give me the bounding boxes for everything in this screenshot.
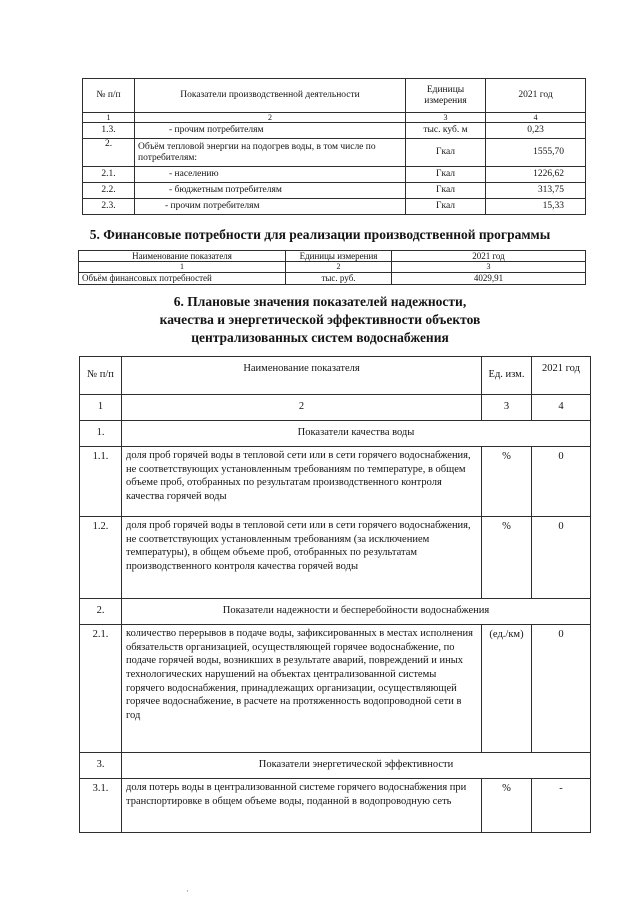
row-value: 313,75 — [486, 183, 586, 199]
row-name: Объём финансовых потребностей — [79, 272, 286, 284]
row-unit: (ед./км) — [482, 625, 532, 753]
table-row — [80, 517, 591, 599]
section6-title-line-1: 6. Плановые значения показателей надежности, — [173, 294, 467, 309]
header-indicator: Показатели производственной деятельности — [135, 79, 406, 113]
table-row — [83, 123, 586, 139]
table-row — [83, 199, 586, 215]
row-text: доля потерь воды в централизованной системе горячего водоснабжения при транспортировке в общем объеме воды, поданной в водопроводную сеть — [122, 779, 482, 833]
table-row — [80, 447, 591, 517]
row-unit: Гкал — [406, 199, 486, 215]
header-year: 2021 год — [486, 79, 586, 113]
row-name: - бюджетным потребителям — [135, 183, 406, 199]
row-text: количество перерывов в подаче воды, зафиксированных в местах исполнения обязательств организацией, осуществляющей горячее водоснабжение, по подаче горячей воды, возникших в результате аварий, повреждений и иных технологических нарушений на объектах централизованной системы горячего водоснабжения, принадлежащих организации, осуществляющей горячее водоснабжение, в расчете на протяженность водопроводной сети в год — [122, 625, 482, 753]
table-row — [79, 272, 586, 284]
header-indicator: Наименование показателя — [79, 251, 286, 262]
row-unit: % — [482, 447, 532, 517]
table-row — [83, 139, 586, 167]
row-num: 2.1. — [80, 625, 122, 753]
section-title: Показатели качества воды — [122, 421, 591, 447]
index-cell: 1 — [80, 395, 122, 421]
section-title: Показатели энергетической эффективности — [122, 753, 591, 779]
section-header-row — [80, 421, 591, 447]
header-year: 2021 год — [532, 357, 591, 395]
row-text: доля проб горячей воды в тепловой сети или в сети горячего водоснабжения, не соответствующих установленным требованиям (за исключением температуры), в общем объеме проб, отобранных по результатам производственного контроля качества горячей воды — [122, 517, 482, 599]
row-name: - прочим потребителям — [135, 123, 406, 139]
table-row — [80, 779, 591, 833]
index-cell: 3 — [392, 262, 586, 272]
header-unit: Единицы измерения — [406, 79, 486, 113]
production-indicators-table — [82, 78, 586, 215]
row-name: - прочим потребителям — [135, 199, 406, 215]
header-unit: Ед. изм. — [482, 357, 532, 395]
section-num: 2. — [80, 599, 122, 625]
row-unit: тыс. руб. — [286, 272, 392, 284]
row-value: 4029,91 — [392, 272, 586, 284]
index-cell: 3 — [406, 113, 486, 123]
section-title: Показатели надежности и бесперебойности водоснабжения — [122, 599, 591, 625]
section-num: 1. — [80, 421, 122, 447]
index-cell: 4 — [486, 113, 586, 123]
row-num: 2.2. — [83, 183, 135, 199]
row-unit: % — [482, 779, 532, 833]
index-cell: 1 — [83, 113, 135, 123]
scan-speck: · — [186, 886, 189, 896]
index-cell: 3 — [482, 395, 532, 421]
index-cell: 2 — [286, 262, 392, 272]
table-row — [80, 625, 591, 753]
section-header-row — [80, 599, 591, 625]
row-unit: % — [482, 517, 532, 599]
row-name: Объём тепловой энергии на подогрев воды, в том числе по потребителям: — [135, 139, 406, 167]
row-num: 2.1. — [83, 167, 135, 183]
index-cell: 2 — [135, 113, 406, 123]
index-cell: 4 — [532, 395, 591, 421]
row-value: 1555,70 — [486, 139, 586, 167]
row-name: - населению — [135, 167, 406, 183]
row-value: 0,23 — [486, 123, 586, 139]
row-unit: Гкал — [406, 167, 486, 183]
index-cell: 1 — [79, 262, 286, 272]
header-num: № п/п — [80, 357, 122, 395]
table-row — [83, 167, 586, 183]
financial-needs-table — [78, 250, 586, 285]
row-num: 1.3. — [83, 123, 135, 139]
row-value: 15,33 — [486, 199, 586, 215]
row-unit: Гкал — [406, 183, 486, 199]
section6-title-line-2: качества и энергетической эффективности объектов — [159, 312, 481, 327]
header-unit: Единицы измерения — [286, 251, 392, 262]
row-value: 0 — [532, 517, 591, 599]
section-num: 3. — [80, 753, 122, 779]
row-num: 3.1. — [80, 779, 122, 833]
index-cell: 2 — [122, 395, 482, 421]
row-value: - — [532, 779, 591, 833]
row-num: 1.2. — [80, 517, 122, 599]
table-row — [83, 183, 586, 199]
header-indicator: Наименование показателя — [122, 357, 482, 395]
row-num: 2.3. — [83, 199, 135, 215]
section-header-row — [80, 753, 591, 779]
row-text: доля проб горячей воды в тепловой сети или в сети горячего водоснабжения, не соответствующих установленным требованиям по температуре, в общем объеме проб, отобранных по результатам производственного контроля качества горячей воды — [122, 447, 482, 517]
section6-title-line-3: централизованных систем водоснабжения — [191, 330, 449, 345]
row-unit: тыс. куб. м — [406, 123, 486, 139]
row-unit: Гкал — [406, 139, 486, 167]
section5-title: 5. Финансовые потребности для реализации производственной программы — [89, 227, 551, 242]
header-num: № п/п — [83, 79, 135, 113]
row-value: 0 — [532, 447, 591, 517]
row-num: 2. — [83, 139, 135, 167]
row-num: 1.1. — [80, 447, 122, 517]
header-year: 2021 год — [392, 251, 586, 262]
row-value: 1226,62 — [486, 167, 586, 183]
reliability-indicators-table — [79, 356, 591, 833]
row-value: 0 — [532, 625, 591, 753]
